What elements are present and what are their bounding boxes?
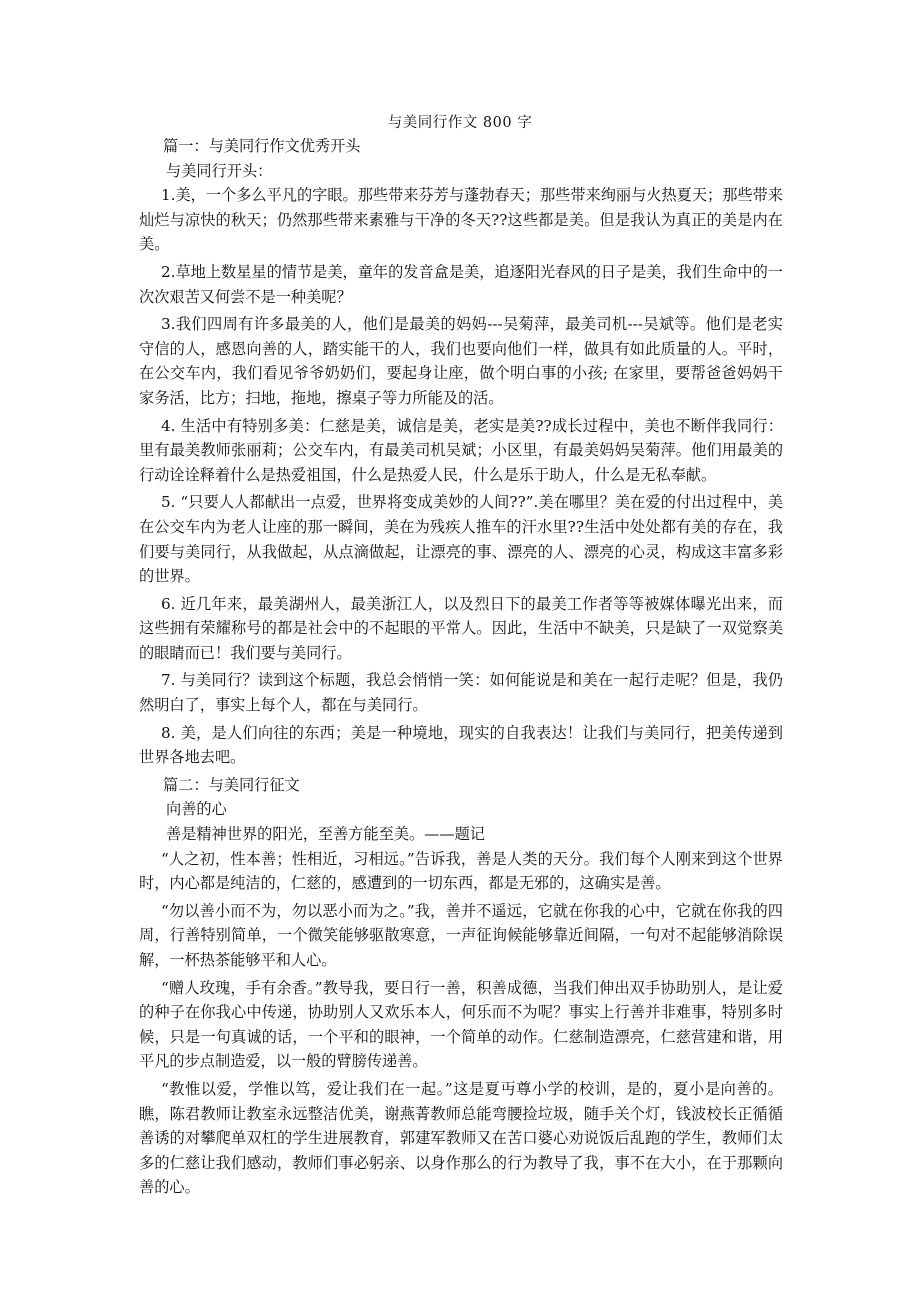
section-2-heading: 篇二：与美同行征文 [163,775,300,794]
paragraph: “赠人玫瑰，手有余香。”教导我，要日行一善，积善成德，当我们伸出双手协助别人，是让爱的种子在你我心中传递，协助别人又欢乐本人，何乐而不为呢？事实上行善并非难事，特别多时候，只是一句真诚的话，一个平和的眼神，一个简单的动作。仁慈制造漂亮，仁慈营建和谐，用平凡的步点制造爱，以一般的臂膀传递善。 [139,978,783,1071]
paragraph: 7. 与美同行？读到这个标题，我总会悄悄一笑：如何能说是和美在一起行走呢？但是，我仍然明白了，事实上每个人，都在与美同行。 [139,671,783,715]
paragraph: 3.我们四周有许多最美的人，他们是最美的妈妈---吴菊萍，最美司机---吴斌等。他们是老实守信的人，感恩向善的人，踏实能干的人，我们也要向他们一样，做具有如此质量的人。平时，在公交车内，我们看见爷爷奶奶们，要起身让座，做个明白事的小孩; 在家里，要帮爸爸妈妈干家务活，比方；扫地，拖地，擦桌子等力所能及的活。 [139,315,783,407]
paragraph: “教惟以爱，学惟以笃，爱让我们在一起。”这是夏丏尊小学的校训，是的，夏小是向善的。瞧，陈君教师让教室永远整洁优美，谢燕菁教师总能弯腰捡垃圾，随手关个灯，钱波校长正循循善诱的对攀爬单双杠的学生进展教育，郭建军教师又在苦口婆心劝说饭后乱跑的学生，教师们太多的仁慈让我们感动，教师们事必躬亲、以身作那么的行为教导了我，事不在大小，在于那颗向善的心。 [139,1079,783,1197]
section-1-heading: 篇一：与美同行作文优秀开头 [163,137,361,155]
paragraph: 6. 近几年来，最美湖州人，最美浙江人，以及烈日下的最美工作者等等被媒体曝光出来，而这些拥有荣耀称号的都是社会中的不起眼的平常人。因此，生活中不缺美，只是缺了一双觉察美的眼睛而已！我们要与美同行。 [139,594,783,662]
paragraph: 8. 美，是人们向往的东西；美是一种境地，现实的自我表达！让我们与美同行，把美传递到世界各地去吧。 [139,723,783,767]
paragraph: “勿以善小而不为，勿以恶小而为之。”我，善并不遥远，它就在你我的心中，它就在你我的四周，行善特别简单，一个微笑能够驱散寒意，一声征询候能够靠近间隔，一句对不起能够消除误解，一杯热茶能够平和人心。 [139,901,783,969]
document-body [139,134,783,1203]
paragraph: “人之初，性本善；性相近，习相远。”告诉我，善是人类的天分。我们每个人刚来到这个世界时，内心都是纯洁的，仁慈的，感遭到的一切东西，都是无邪的，这确实是善。 [139,849,783,893]
paragraph: 2.草地上数星星的情节是美，童年的发音盒是美，追逐阳光春风的日子是美，我们生命中的一次次艰苦又何尝不是一种美呢？ [139,262,783,306]
section-2-subheading: 向善的心 [166,800,227,819]
epigraph: 善是精神世界的阳光，至善方能至美。——题记 [166,825,485,844]
section-1-subheading: 与美同行开头： [166,161,273,180]
paragraph: 5. “只要人人都献出一点爱，世界将变成美妙的人间??”.美在哪里？美在爱的付出过程中，美在公交车内为老人让座的那一瞬间，美在为残疾人推车的汗水里??生活中处处都有美的存在，我们要与美同行，从我做起，从点滴做起，让漂亮的事、漂亮的人、漂亮的心灵，构成这丰富多彩的世界。 [139,493,783,586]
paragraph: 4. 生活中有特别多美：仁慈是美，诚信是美，老实是美??成长过程中，美也不断伴我同行：里有最美教师张丽莉；公交车内，有最美司机吴斌；小区里，有最美妈妈吴菊萍。他们用最美的行动诠诠释着什么是热爱祖国，什么是热爱人民，什么是乐于助人，什么是无私奉献。 [139,416,783,484]
document-title: 与美同行作文 800 字 [387,115,533,131]
paragraph: 1.美，一个多么平凡的字眼。那些带来芬芳与蓬勃春天；那些带来绚丽与火热夏天；那些带来灿烂与凉快的秋天；仍然那些带来素雅与干净的冬天??这些都是美。但是我认为真正的美是内在美。 [139,186,783,254]
